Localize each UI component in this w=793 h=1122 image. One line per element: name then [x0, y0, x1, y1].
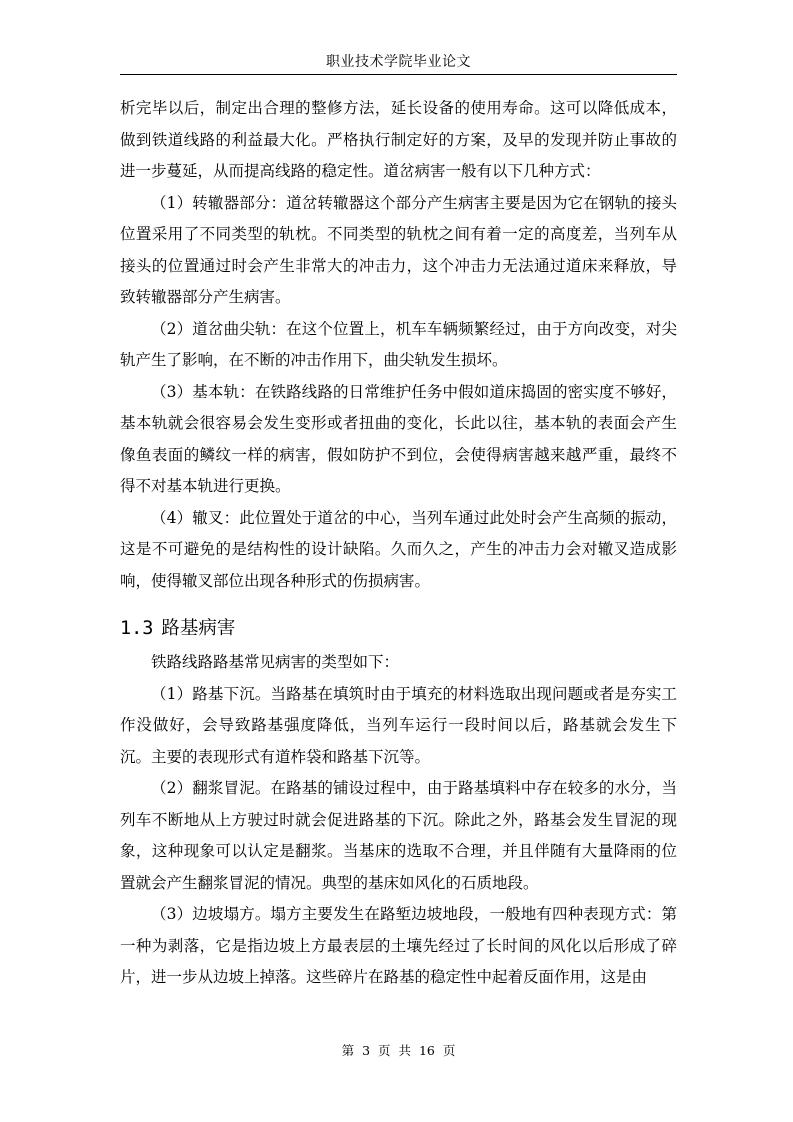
paragraph-intro: 铁路线路路基常见病害的类型如下： [151, 653, 400, 671]
paragraph-slope-collapse: （3）边坡塌方。塌方主要发生在路堑边坡地段，一般地有四种表现方式：第一种为剥落，它是指边坡上方最表层的土壤先经过了长时间的风化以后形成了碎片，进一步从边坡上掉落。这些碎片在路基的稳定性中起着反面作用，这是由 [120, 905, 677, 986]
paragraph-stock-rail: （3）基本轨：在铁路线路的日常维护任务中假如道床捣固的密实度不够好，基本轨就会很容易会发生变形或者扭曲的变化，长此以往，基本轨的表面会产生像鱼表面的鳞纹一样的病害，假如防护不到位，会使得病害越来越严重，最终不得不对基本轨进行更换。 [120, 382, 677, 495]
paragraph-curved-switch-rail: （2）道岔曲尖轨：在这个位置上，机车车辆频繁经过，由于方向改变，对尖轨产生了影响，在不断的冲击作用下，曲尖轨发生损坏。 [120, 319, 677, 369]
paragraph-mud-pumping: （2）翻浆冒泥。在路基的铺设过程中，由于路基填料中存在较多的水分，当列车不断地从上方驶过时就会促进路基的下沉。除此之外，路基会发生冒泥的现象，这种现象可以认定是翻浆。当基床的选取不合理，并且伴随有大量降雨的位置就会产生翻浆冒泥的情况。典型的基床如风化的石质地段。 [120, 779, 677, 892]
paragraph-frog: （4）辙叉：此位置处于道岔的中心，当列车通过此处时会产生高频的振动，这是不可避免的是结构性的设计缺陷。久而久之，产生的冲击力会对辙叉造成影响，使得辙叉部位出现各种形式的伤损病害。 [120, 508, 677, 590]
paragraph-continuation: 析完毕以后，制定出合理的整修方法，延长设备的使用寿命。这可以降低成本，做到铁道线路的利益最大化。严格执行制定好的方案，及早的发现并防止事故的进一步蔓延，从而提高线路的稳定性。道岔病害一般有以下几种方式： [120, 99, 677, 180]
section-number: 1.3 [120, 618, 154, 639]
page-header-title: 职业技术学院毕业论文 [326, 54, 471, 70]
document-body [120, 93, 677, 994]
paragraph-subgrade-settlement: （1）路基下沉。当路基在填筑时由于填充的材料选取出现问题或者是夯实工作没做好，会导致路基强度降低，当列车运行一段时间以后，路基就会发生下沉。主要的表现形式有道柞袋和路基下沉等。 [120, 684, 677, 766]
section-heading [120, 615, 677, 643]
paragraph-switch-device: （1）转辙器部分：道岔转辙器这个部分产生病害主要是因为它在钢轨的接头位置采用了不同类型的轨枕。不同类型的轨枕之间有着一定的高度差，当列车从接头的位置通过时会产生非常大的冲击力，这个冲击力无法通过道床来释放，导致转辙器部分产生病害。 [120, 193, 677, 306]
section-title: 路基病害 [161, 618, 236, 639]
page-number: 第 3 页 共 16 页 [341, 1043, 456, 1058]
header-divider [120, 74, 677, 75]
